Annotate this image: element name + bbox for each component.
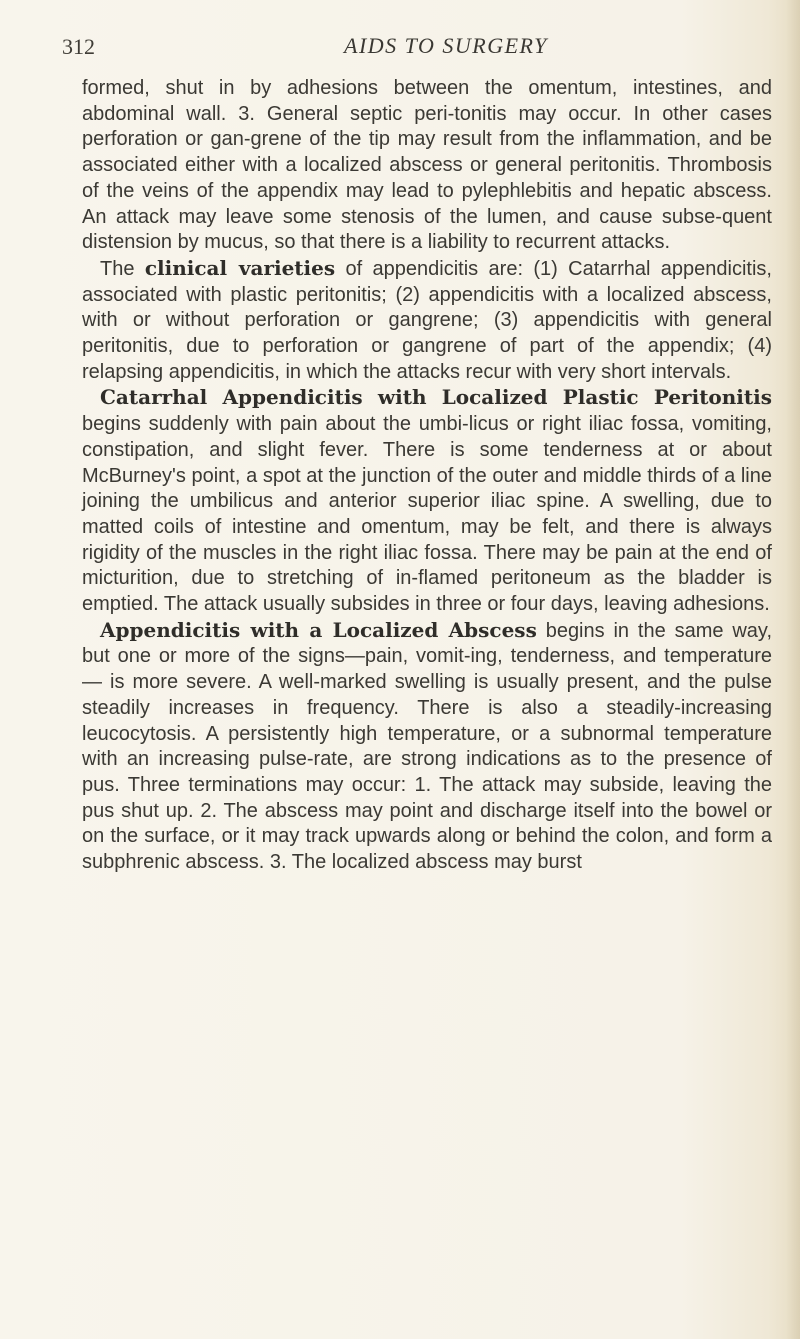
page-edge-shadow bbox=[786, 0, 800, 1339]
paragraph-intro: The bbox=[100, 257, 145, 280]
paragraph-text: begins in the same way, but one or more of the signs—pain, vomit-ing, tenderness, and temperature — is more severe. A well-marked swelling is usually present, and the pulse steadily increases in frequency. There is also a steadily-increasing leucocytosis. A persistently high temperature, or a subnormal temperature with an increasing pulse-rate, are strong indications as to the presence of pus. Three terminations may occur: 1. The attack may subside, leaving the pus shut up. 2. The abscess may point and discharge itself into the bowel or on the surface, or it may track upwards along or behind the colon, and form a subphrenic abscess. 3. The localized abscess may burst bbox=[82, 619, 772, 874]
body-text bbox=[82, 76, 772, 876]
paragraph-lead-heading: clinical varieties bbox=[144, 255, 336, 280]
paragraph-continuation bbox=[82, 76, 772, 256]
paragraph-text: begins suddenly with pain about the umbi-licus or right iliac fossa, vomiting, constipation, and slight fever. There is some tenderness at or about McBurney's point, a spot at the junction of the outer and middle thirds of a line joining the umbilicus and anterior superior iliac spine. A swelling, due to matted coils of intestine and omentum, may be felt, and there is always rigidity of the muscles in the right iliac fossa. There may be pain at the end of micturition, due to stretching of in-flamed peritoneum as the bladder is emptied. The attack usually subsides in three or four days, leaving adhesions. bbox=[82, 413, 772, 616]
paragraph-lead-heading: Appendicitis with a Localized Abscess bbox=[100, 617, 537, 642]
paragraph-text: of appendicitis are: (1) Catarrhal appendicitis, associated with plastic peritonitis; (2) appendicitis with a localized abscess, with or without perforation or gangrene; (3) appendicitis with general peritonitis, due to perforation or gangrene of part of the appendix; (4) relapsing appendicitis, in which the attacks recur with very short intervals. bbox=[82, 257, 772, 383]
paragraph-catarrhal-appendicitis bbox=[82, 385, 772, 617]
paragraph-lead-heading: Catarrhal Appendicitis with Localized Plastic Peritonitis bbox=[100, 385, 772, 410]
page-number: 312 bbox=[62, 34, 95, 59]
paragraph-text: formed, shut in by adhesions between the omentum, intestines, and abdominal wall. 3. General septic peri-tonitis may occur. In other cases perforation or gan-grene of the tip may result from the inflammation, and be associated either with a localized abscess or general peritonitis. Thrombosis of the veins of the appendix may lead to pylephlebitis and hepatic abscess. An attack may leave some stenosis of the lumen, and cause subse-quent distension by mucus, so that there is a liability to recurrent attacks. bbox=[82, 77, 772, 254]
paragraph-clinical-varieties bbox=[82, 256, 772, 386]
paragraph-localized-abscess bbox=[82, 618, 772, 876]
page-header bbox=[62, 30, 762, 62]
running-title: AIDS TO SURGERY bbox=[344, 33, 548, 58]
